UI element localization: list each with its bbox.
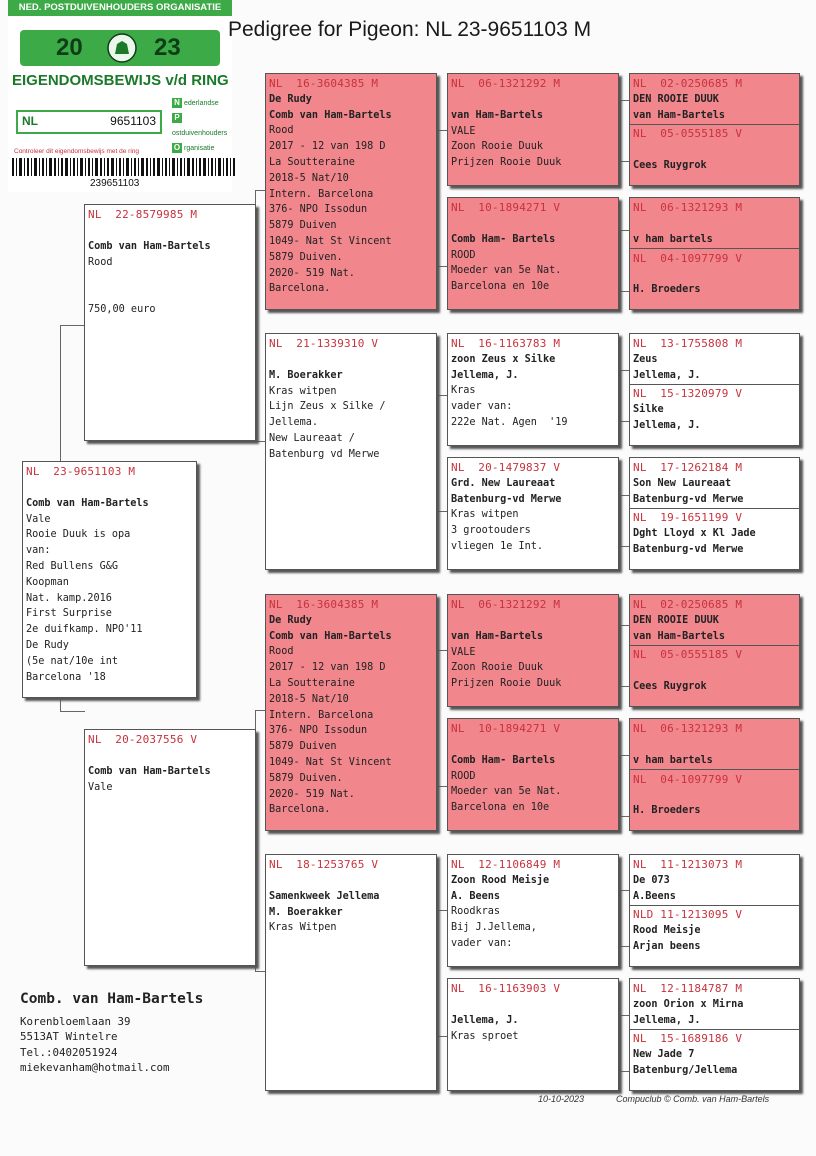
ff-ring: NL 16-3604385 M xyxy=(269,77,379,90)
ffm-line: Moeder van 5e Nat. xyxy=(451,265,562,277)
mff-ring: NL 06-1321292 M xyxy=(451,598,561,611)
mf-line: Intern. Barcelona xyxy=(269,709,374,721)
mfm-name: Comb Ham- Bartels xyxy=(451,754,556,766)
g4-card-5[interactable] xyxy=(629,594,800,707)
mother-ring: NL 20-2037556 V xyxy=(88,733,198,746)
g4-ring: NL 15-1689186 V xyxy=(633,1032,743,1046)
barcode-icon xyxy=(12,158,236,176)
g4-name: van Ham-Bartels xyxy=(633,109,726,121)
sticker-note: Controleer dit eigendomsbewijs met de ring xyxy=(14,148,140,155)
subject-line: Rooie Duuk is opa xyxy=(26,529,131,541)
mmf-line: Bij J.Jellema, xyxy=(451,922,537,934)
mf-line: La Soutteraine xyxy=(269,677,355,689)
mmf-line: Roodkras xyxy=(451,906,501,918)
footer-date: 10-10-2023 xyxy=(538,1094,585,1104)
fmm-name: Batenburg-vd Merwe xyxy=(451,493,562,505)
g4-card-1[interactable] xyxy=(629,73,800,186)
mfm-ring: NL 10-1894271 V xyxy=(451,722,561,735)
subject-line: 2e duifkamp. NPO'11 xyxy=(26,624,143,636)
fff-line: Prijzen Rooie Duuk xyxy=(451,157,562,169)
g4-name: H. Broeders xyxy=(633,805,701,817)
subject-card[interactable] xyxy=(22,461,197,698)
ff-line: 5879 Duiven xyxy=(269,220,337,232)
fm-name: M. Boerakker xyxy=(269,369,343,381)
g4-name: Rood Meisje xyxy=(633,925,701,937)
mf-line: Barcelona. xyxy=(269,804,331,816)
fm-line: Jellema. xyxy=(269,417,319,429)
g4-card-6[interactable] xyxy=(629,718,800,831)
g4-ring: NL 06-1321293 M xyxy=(633,201,743,214)
sticker-year-right: 23 xyxy=(154,34,181,61)
mfm-line: Barcelona en 10e xyxy=(451,802,550,814)
g4-ring: NL 04-1097799 V xyxy=(633,251,743,265)
sticker-country: NL xyxy=(22,114,38,128)
g4-name: Batenburg-vd Merwe xyxy=(633,493,744,505)
g4-name: Dght Lloyd x Kl Jade xyxy=(633,528,756,540)
father-name: Comb van Ham-Bartels xyxy=(88,240,211,252)
g4-card-7[interactable] xyxy=(629,854,800,967)
fm-line: Batenburg vd Merwe xyxy=(269,448,380,460)
owner-city: 5513AT Wintelre xyxy=(20,1030,118,1043)
ff-line: 2018-5 Nat/10 xyxy=(269,172,349,184)
ffm-name: Comb Ham- Bartels xyxy=(451,233,556,245)
fff-line: VALE xyxy=(451,125,476,137)
mmf-name: Zoon Rood Meisje xyxy=(451,874,550,886)
fmf-line: 222e Nat. Agen '19 xyxy=(451,416,568,428)
subject-line: First Surprise xyxy=(26,608,112,620)
g4-name: A.Beens xyxy=(633,890,676,902)
ff-name: Comb van Ham-Bartels xyxy=(269,109,392,121)
fmm-name: Grd. New Laureaat xyxy=(451,477,556,489)
mother-card[interactable] xyxy=(84,729,256,966)
mf-line: 376- NPO Issodun xyxy=(269,725,368,737)
mm-line: Kras Witpen xyxy=(269,922,337,934)
g4-card-8[interactable] xyxy=(629,978,800,1091)
mf-line: 2018-5 Nat/10 xyxy=(269,693,349,705)
fmm-line: Kras witpen xyxy=(451,509,519,521)
g4-name: Cees Ruygrok xyxy=(633,160,707,172)
mm-name: Samenkweek Jellema xyxy=(269,890,380,902)
fff-name: van Ham-Bartels xyxy=(451,109,544,121)
ancestor-card-mff[interactable] xyxy=(447,594,619,707)
sticker-ring-title: EIGENDOMSBEWIJS v/d RING xyxy=(12,72,229,89)
g4-ring: NL 02-0250685 M xyxy=(633,77,743,90)
g4-card-4[interactable] xyxy=(629,457,800,570)
mother-name: Comb van Ham-Bartels xyxy=(88,765,211,777)
sticker-year-band xyxy=(20,30,220,66)
ff-name: De Rudy xyxy=(269,93,312,105)
sticker-ring-number: 9651103 xyxy=(110,114,156,128)
g4-name: Batenburg-vd Merwe xyxy=(633,543,744,555)
ancestor-card-mmm[interactable] xyxy=(447,978,619,1091)
owner-street: Korenbloemlaan 39 xyxy=(20,1014,131,1028)
g4-card-2[interactable] xyxy=(629,197,800,310)
g4-name: Cees Ruygrok xyxy=(633,681,707,693)
father-line xyxy=(88,270,255,286)
footer-credit: Compuclub © Comb. van Ham-Bartels xyxy=(616,1094,770,1104)
g4-card-3[interactable] xyxy=(629,333,800,446)
mmf-line: vader van: xyxy=(451,937,513,949)
ff-line: Barcelona. xyxy=(269,283,331,295)
g4-ring: NL 02-0250685 M xyxy=(633,598,743,611)
mmm-ring: NL 16-1163903 V xyxy=(451,982,561,995)
g4-name: Arjan beens xyxy=(633,940,701,952)
g4-ring: NL 13-1755808 M xyxy=(633,337,743,350)
sticker-year-left: 20 xyxy=(56,34,83,61)
fff-line: Zoon Rooie Duuk xyxy=(451,141,544,153)
mmm-name: Jellema, J. xyxy=(451,1014,519,1026)
g4-name: v ham bartels xyxy=(633,754,713,766)
ring-ownership-sticker xyxy=(8,0,232,192)
g4-ring: NL 11-1213073 M xyxy=(633,858,743,871)
g4-name: zoon Orion x Mirna xyxy=(633,998,744,1010)
ffm-ring: NL 10-1894271 V xyxy=(451,201,561,214)
mmf-name: A. Beens xyxy=(451,890,501,902)
page-title: Pedigree for Pigeon: NL 23-9651103 M xyxy=(228,18,592,41)
owner-name: Comb. van Ham-Bartels xyxy=(20,991,204,1007)
g4-ring: NL 05-0555185 V xyxy=(633,648,743,662)
g4-name: Zeus xyxy=(633,353,658,365)
subject-line: (5e nat/10e int xyxy=(26,655,119,667)
mf-line: 2020- 519 Nat. xyxy=(269,788,355,800)
father-ring: NL 22-8579985 M xyxy=(88,208,198,221)
mfm-line: Moeder van 5e Nat. xyxy=(451,786,562,798)
g4-name: Batenburg/Jellema xyxy=(633,1064,738,1076)
ffm-line: Barcelona en 10e xyxy=(451,281,550,293)
father-card[interactable] xyxy=(84,204,256,441)
grandmother-maternal-card[interactable] xyxy=(265,854,437,1091)
g4-ring: NLD 11-1213095 V xyxy=(633,908,743,922)
subject-name: Comb van Ham-Bartels xyxy=(26,497,149,509)
g4-name: van Ham-Bartels xyxy=(633,630,726,642)
g4-ring: NL 19-1651199 V xyxy=(633,511,743,525)
subject-line: Barcelona '18 xyxy=(26,671,106,683)
mff-name: van Ham-Bartels xyxy=(451,630,544,642)
father-line: 750,00 euro xyxy=(88,303,156,315)
g4-name: Son New Laureaat xyxy=(633,477,732,489)
fm-line: Kras witpen xyxy=(269,385,337,397)
mff-line: VALE xyxy=(451,646,476,658)
fm-line: Lijn Zeus x Silke / xyxy=(269,401,386,413)
g4-name: Silke xyxy=(633,404,664,416)
mf-line: 5879 Duiven xyxy=(269,741,337,753)
subject-line: Nat. kamp.2016 xyxy=(26,592,112,604)
mf-line: 5879 Duiven. xyxy=(269,772,343,784)
sticker-barcode-number: 239651103 xyxy=(90,178,140,189)
ff-line: Rood xyxy=(269,125,294,137)
sticker-npo-legend: N ederlandse Postduivenhouders O rganisatie xyxy=(172,98,228,152)
mfm-line: ROOD xyxy=(451,770,476,782)
mm-ring: NL 18-1253765 V xyxy=(269,858,379,871)
g4-name: De 073 xyxy=(633,874,670,886)
subject-line: De Rudy xyxy=(26,639,69,651)
g4-ring: NL 15-1320979 V xyxy=(633,387,743,401)
mff-line: Zoon Rooie Duuk xyxy=(451,662,544,674)
subject-line: Koopman xyxy=(26,576,69,588)
grandmother-paternal-card[interactable] xyxy=(265,333,437,570)
ff-line: 1049- Nat St Vincent xyxy=(269,235,392,247)
mmm-line: Kras sproet xyxy=(451,1030,519,1042)
mf-line: 1049- Nat St Vincent xyxy=(269,756,392,768)
g4-ring: NL 17-1262184 M xyxy=(633,461,743,474)
ff-line: 5879 Duiven. xyxy=(269,251,343,263)
ancestor-card-fmf[interactable] xyxy=(447,333,619,446)
mf-line: Rood xyxy=(269,646,294,658)
subject-line: van: xyxy=(26,545,51,557)
owner-email[interactable]: miekevanham@hotmail.com xyxy=(20,1061,170,1074)
mother-line: Vale xyxy=(88,781,113,793)
mf-name: Comb van Ham-Bartels xyxy=(269,630,392,642)
grandfather-maternal-card[interactable] xyxy=(265,594,437,831)
g4-name: Jellema, J. xyxy=(633,369,701,381)
fmf-name: Jellema, J. xyxy=(451,369,519,381)
lion-crest-icon xyxy=(106,32,138,64)
fmf-ring: NL 16-1163783 M xyxy=(451,337,561,350)
ff-line: 2020- 519 Nat. xyxy=(269,267,355,279)
ff-line: 2017 - 12 van 198 D xyxy=(269,141,386,153)
ff-line: Intern. Barcelona xyxy=(269,188,374,200)
connector-line xyxy=(60,325,85,326)
fmf-name: zoon Zeus x Silke xyxy=(451,353,556,365)
sticker-header: NED. POSTDUIVENHOUDERS ORGANISATIE xyxy=(8,0,232,16)
ancestor-card-ffm[interactable] xyxy=(447,197,619,310)
fmm-ring: NL 20-1479837 V xyxy=(451,461,561,474)
g4-name: DEN ROOIE DUUK xyxy=(633,93,719,105)
ffm-line: ROOD xyxy=(451,249,476,261)
mf-line: 2017 - 12 van 198 D xyxy=(269,662,386,674)
g4-name: New Jade 7 xyxy=(633,1049,695,1061)
fmm-line: 3 grootouders xyxy=(451,525,531,537)
mf-ring: NL 16-3604385 M xyxy=(269,598,379,611)
owner-phone: Tel.:0402051924 xyxy=(20,1045,118,1059)
fff-ring: NL 06-1321292 M xyxy=(451,77,561,90)
fm-line: New Laureaat / xyxy=(269,432,355,444)
mf-name: De Rudy xyxy=(269,614,312,626)
ancestor-card-fff[interactable] xyxy=(447,73,619,186)
g4-ring: NL 12-1184787 M xyxy=(633,982,743,995)
g4-name: DEN ROOIE DUUK xyxy=(633,614,719,626)
father-line: Rood xyxy=(88,256,113,268)
mm-name: M. Boerakker xyxy=(269,906,343,918)
subject-line: Vale xyxy=(26,513,51,525)
subject-ring: NL 23-9651103 M xyxy=(26,465,136,478)
fm-ring: NL 21-1339310 V xyxy=(269,337,379,350)
mmf-ring: NL 12-1106849 M xyxy=(451,858,561,871)
fmm-line: vliegen 1e Int. xyxy=(451,540,544,552)
g4-ring: NL 05-0555185 V xyxy=(633,127,743,141)
g4-name: H. Broeders xyxy=(633,284,701,296)
subject-line: Red Bullens G&G xyxy=(26,560,119,572)
grandfather-paternal-card[interactable] xyxy=(265,73,437,310)
ancestor-card-fmm[interactable] xyxy=(447,457,619,570)
owner-address xyxy=(20,992,203,1076)
g4-name: Jellema, J. xyxy=(633,1014,701,1026)
fmf-line: Kras xyxy=(451,385,476,397)
g4-ring: NL 06-1321293 M xyxy=(633,722,743,735)
fmf-line: vader van: xyxy=(451,401,513,413)
ancestor-card-mfm[interactable] xyxy=(447,718,619,831)
g4-name: Jellema, J. xyxy=(633,419,701,431)
g4-ring: NL 04-1097799 V xyxy=(633,772,743,786)
father-line xyxy=(88,286,255,302)
ancestor-card-mmf[interactable] xyxy=(447,854,619,967)
sticker-ring-box xyxy=(16,110,162,134)
ff-line: 376- NPO Issodun xyxy=(269,204,368,216)
g4-name: v ham bartels xyxy=(633,233,713,245)
mff-line: Prijzen Rooie Duuk xyxy=(451,678,562,690)
ff-line: La Soutteraine xyxy=(269,156,355,168)
